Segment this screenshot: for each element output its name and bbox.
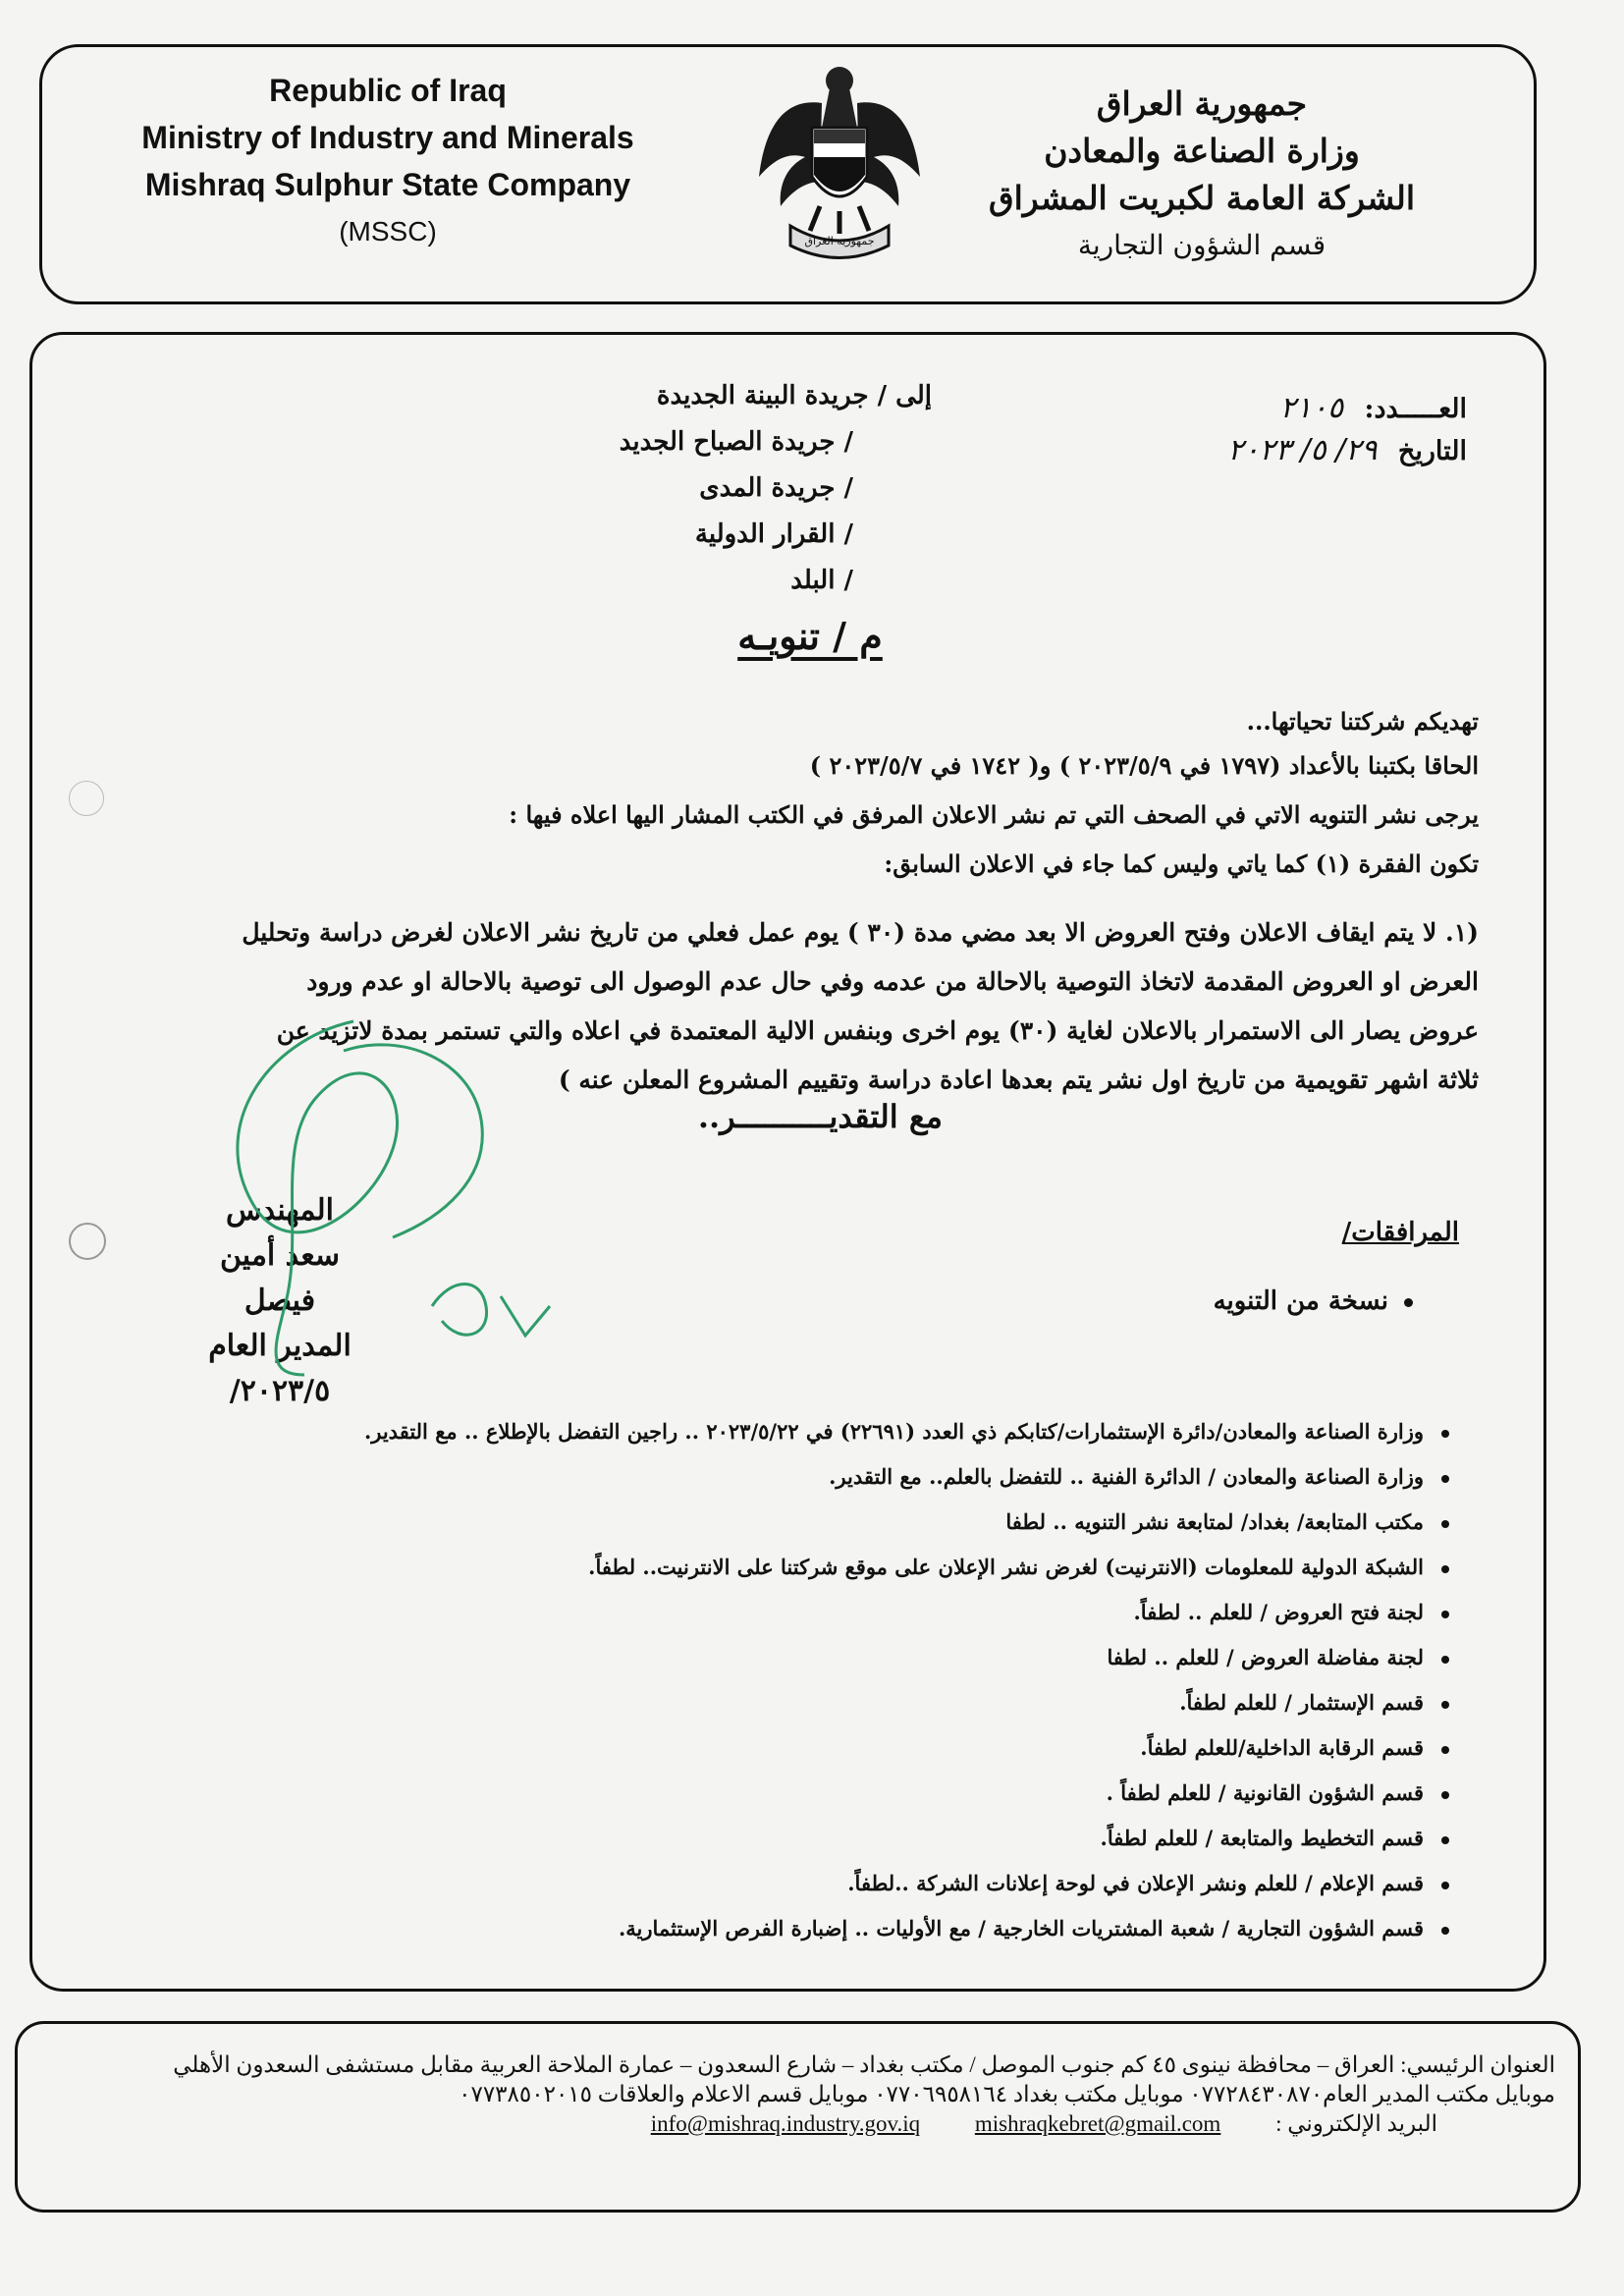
ar-department: قسم الشؤون التجارية	[1077, 229, 1326, 261]
list-item	[153, 1635, 1449, 1680]
cc-text: الشبكة الدولية للمعلومات (الانترنيت) لغرض نشر الإعلان على موقع شركتنا على الانترنيت.. لطفاً.	[588, 1555, 1424, 1579]
reference-date-value: ٢٩/ ٥/ ٢٠٢٣	[1227, 433, 1378, 467]
bullet-icon	[1441, 1656, 1449, 1664]
ar-company: الشركة العامة لكبريت المشراق	[988, 179, 1416, 217]
bullet-icon	[1441, 1520, 1449, 1528]
clause-line: العرض او العروض المقدمة لاتخاذ التوصية بالاحالة من عدمه وفي حال عدم الوصول الى توصية بالاحالة او عدم ورود	[306, 967, 1479, 996]
signer-position: المدير العام	[208, 1329, 352, 1363]
cc-text: قسم الإعلام / للعلم ونشر الإعلان في لوحة إعلانات الشركة ..لطفاً.	[847, 1871, 1424, 1895]
reference-number-label: العـــــدد:	[1364, 394, 1467, 424]
iraq-eagle-emblem-icon	[751, 59, 928, 275]
cc-text: قسم التخطيط والمتابعة / للعلم لطفاً.	[1100, 1826, 1424, 1850]
bullet-icon	[1404, 1298, 1413, 1307]
ar-country: جمهورية العراق	[1096, 84, 1308, 123]
list-item	[153, 1454, 1449, 1500]
recipients-list	[382, 373, 932, 604]
bullet-icon	[1441, 1882, 1449, 1889]
emblem-label: جمهورية العراق	[804, 235, 875, 247]
signer-name: سعد أمين فيصل	[219, 1238, 341, 1318]
arabic-letterhead	[947, 81, 1457, 269]
clause-line: (١. لا يتم ايقاف الاعلان وفتح العروض الا بعد مضي مدة (٣٠ ) يوم عمل فعلي من تاريخ نشر الاعلان لغرض دراسة وتحليل	[242, 918, 1479, 947]
signer-title: المهندس	[225, 1193, 335, 1228]
list-item	[153, 1409, 1449, 1454]
footer-address: العنوان الرئيسي: العراق – محافظة نينوى ٤٥ كم جنوب الموصل / مكتب بغداد – شارع السعدون – عمارة الملاحة العربية مقابل مستشفى السعدون الأهلي	[173, 2052, 1555, 2077]
email-label: البريد الإلكتروني :	[1275, 2111, 1437, 2136]
recipient: / جريدة المدى	[699, 473, 853, 503]
attachment-label: نسخة من التنويه	[1213, 1286, 1388, 1316]
list-item	[153, 1590, 1449, 1635]
bullet-icon	[1441, 1701, 1449, 1709]
cc-text: قسم الرقابة الداخلية/للعلم لطفاً.	[1140, 1735, 1424, 1760]
signature-block	[182, 1188, 378, 1414]
recipient: / جريدة الصباح الجديد	[619, 427, 853, 457]
en-ministry: Ministry of Industry and Minerals	[141, 120, 634, 155]
list-item	[153, 1771, 1449, 1816]
signature-date: ٢٠٢٣/٥/	[229, 1374, 331, 1408]
bullet-icon	[1441, 1746, 1449, 1754]
list-item	[153, 1906, 1449, 1951]
bullet-icon	[1441, 1927, 1449, 1935]
email-link-official[interactable]: info@mishraq.industry.gov.iq	[650, 2111, 921, 2136]
clause-line: ثلاثة اشهر تقويمية من تاريخ اول نشر يتم بعدها اعادة دراسة وتقييم المشروع المعلن عنه )	[558, 1066, 1479, 1094]
attachment-item	[1214, 1286, 1413, 1316]
recipient: / القرار الدولية	[694, 519, 853, 549]
cc-text: وزارة الصناعة والمعادن / الدائرة الفنية .. للتفضل بالعلم.. مع التقدير.	[829, 1464, 1424, 1489]
copies-list	[153, 1409, 1449, 1951]
subject-line: م / تنويـه	[737, 614, 883, 658]
punch-hole	[69, 1223, 106, 1260]
reference-block	[1055, 388, 1467, 472]
cc-text: مكتب المتابعة/ بغداد/ لمتابعة نشر التنويه .. لطفا	[1005, 1509, 1424, 1534]
reference-number-row	[1055, 388, 1467, 430]
cc-text: قسم الشؤون القانونية / للعلم لطفاً .	[1106, 1780, 1424, 1805]
english-letterhead	[93, 67, 682, 255]
en-company: Mishraq Sulphur State Company	[144, 167, 631, 202]
bullet-icon	[1441, 1565, 1449, 1573]
ar-ministry: وزارة الصناعة والمعادن	[1044, 132, 1360, 170]
greeting: تهديكم شركتنا تحياتها...	[1246, 707, 1479, 736]
en-abbrev: (MSSC)	[339, 216, 437, 246]
body-line-reference: الحاقا بكتبنا بالأعداد (١٧٩٧ في ٢٠٢٣/٥/٩ ) و( ١٧٤٢ في ٢٠٢٣/٥/٧ )	[809, 751, 1479, 780]
cc-text: قسم الشؤون التجارية / شعبة المشتريات الخارجية / مع الأوليات .. إضبارة الفرص الإستثمارية.	[618, 1916, 1424, 1941]
bullet-icon	[1441, 1836, 1449, 1844]
footer-email-row	[53, 2109, 1555, 2139]
reference-date-row	[1055, 430, 1467, 472]
list-item	[153, 1816, 1449, 1861]
cc-text: وزارة الصناعة والمعادن/دائرة الإستثمارات/كتابكم ذي العدد (٢٢٦٩١) في ٢٠٢٣/٥/٢٢ .. راجين التفضل بالإطلاع .. مع التقدير.	[363, 1419, 1424, 1444]
list-item	[153, 1680, 1449, 1725]
attachments-title: المرافقات/	[1341, 1218, 1459, 1247]
list-item	[153, 1545, 1449, 1590]
closing-regards: مع التقديــــــــــر..	[697, 1098, 943, 1135]
email-link-gmail[interactable]: mishraqkebret@gmail.com	[974, 2111, 1221, 2136]
reference-date-label: التاريخ	[1397, 436, 1467, 466]
footer-contact	[53, 2050, 1555, 2139]
bullet-icon	[1441, 1791, 1449, 1799]
cc-text: لجنة مفاضلة العروض / للعلم .. لطفا	[1107, 1645, 1424, 1669]
en-country: Republic of Iraq	[269, 73, 507, 108]
body-line-request: يرجى نشر التنويه الاتي في الصحف التي تم نشر الاعلان المرفق في الكتب المشار اليها اعلاه فيها :	[509, 800, 1479, 829]
clause-one	[134, 908, 1479, 1105]
bullet-icon	[1441, 1611, 1449, 1618]
list-item	[153, 1500, 1449, 1545]
bullet-icon	[1441, 1430, 1449, 1438]
recipient: / البلد	[790, 566, 853, 595]
reference-number-value: ٢١٠٥	[1279, 391, 1344, 425]
punch-hole	[69, 781, 104, 816]
clause-line: عروض يصار الى الاستمرار بالاعلان لغاية (٣٠) يوم اخرى وبنفس الالية المعتمدة في اعلاه والتي تستمر بمدة لاتزيد عن	[276, 1016, 1479, 1045]
cc-text: قسم الإستثمار / للعلم لطفاً.	[1179, 1690, 1424, 1715]
list-item	[153, 1861, 1449, 1906]
cc-text: لجنة فتح العروض / للعلم .. لطفاً.	[1133, 1600, 1424, 1624]
footer-phones: موبايل مكتب المدير العام٠٧٧٢٨٤٣٠٨٧٠ موبايل مكتب بغداد ٠٧٧٠٦٩٥٨١٦٤ موبايل قسم الاعلام والعلاقات ٠٧٧٣٨٥٠٢٠١٥	[459, 2082, 1555, 2106]
body-line-paragraph: تكون الفقرة (١) كما ياتي وليس كما جاء في الاعلان السابق:	[884, 849, 1479, 878]
bullet-icon	[1441, 1475, 1449, 1483]
recipient: إلى / جريدة البينة الجديدة	[656, 381, 932, 410]
list-item	[153, 1725, 1449, 1771]
